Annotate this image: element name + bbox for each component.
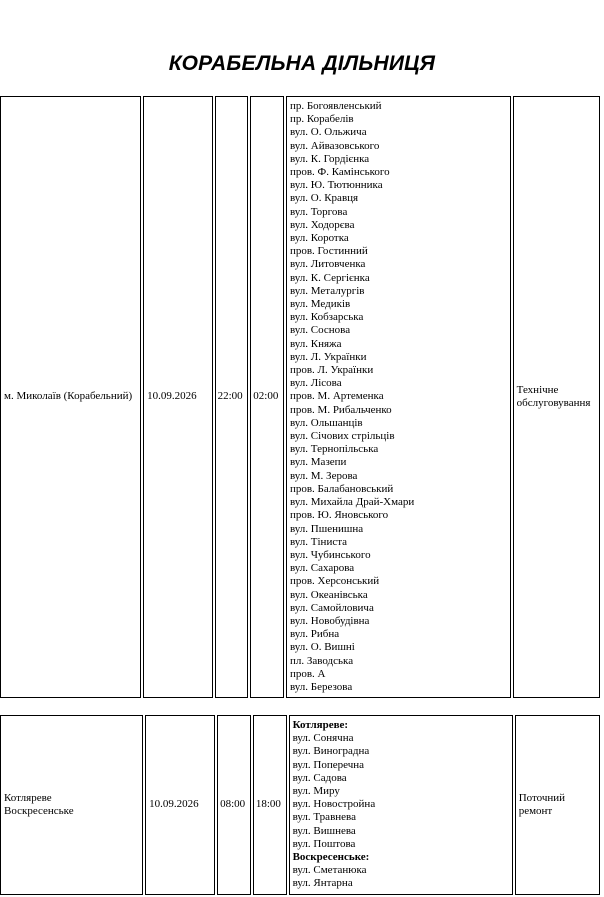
street-item: вул. Сахарова xyxy=(289,562,355,575)
street-item: вул. Тіниста xyxy=(289,535,348,548)
streets-cell xyxy=(286,96,511,698)
street-item: вул. Торгова xyxy=(289,205,348,218)
streets-list xyxy=(290,100,507,694)
street-item: вул. О. Ольжича xyxy=(289,126,367,139)
street-item: вул. Ю. Тютюнника xyxy=(289,179,383,192)
street-item: вул. Княжа xyxy=(289,337,342,350)
streets-list xyxy=(293,732,509,851)
street-item: пров. Л. Українки xyxy=(289,364,374,377)
street-item: пров. Гостинний xyxy=(289,245,368,258)
date-cell: 10.09.2026 xyxy=(143,96,213,698)
street-item: пров. Херсонський xyxy=(289,575,380,588)
street-item: пл. Заводська xyxy=(289,654,354,667)
start-time-cell: 22:00 xyxy=(215,96,249,698)
end-time-cell: 18:00 xyxy=(253,715,287,895)
street-item: пров. Ф. Камінського xyxy=(289,166,390,179)
street-item: вул. Металургів xyxy=(289,284,365,297)
street-item: вул. К. Сергієнка xyxy=(289,271,370,284)
street-item: вул. Янтарна xyxy=(292,877,353,890)
location-line: Воскресенське xyxy=(4,805,74,817)
street-item: пров. М. Рибальченко xyxy=(289,403,392,416)
street-item: вул. О. Кравця xyxy=(289,192,359,205)
street-item: вул. Новостройна xyxy=(292,798,376,811)
street-item: пр. Корабелів xyxy=(289,113,354,126)
street-item: вул. Поперечна xyxy=(292,758,365,771)
street-item: вул. Сметанюка xyxy=(292,864,367,877)
streets-cell xyxy=(289,715,513,895)
schedule-table-villages xyxy=(0,713,602,897)
street-item: вул. Лісова xyxy=(289,377,342,390)
street-item: пров. Балабановський xyxy=(289,482,394,495)
street-item: вул. Березова xyxy=(289,680,353,693)
street-item: вул. Коротка xyxy=(289,232,349,245)
street-item: вул. Миру xyxy=(292,785,340,798)
street-item: вул. Рибна xyxy=(289,628,340,641)
street-item: вул. Сонячна xyxy=(292,732,354,745)
table-row xyxy=(0,715,600,895)
street-item: вул. Поштова xyxy=(292,837,356,850)
street-item: вул. М. Зерова xyxy=(289,469,358,482)
street-item: пр. Богоявленський xyxy=(289,100,382,112)
street-item: вул. Вишнева xyxy=(292,824,356,837)
street-item: вул. О. Вишні xyxy=(289,641,355,654)
street-item: вул. Новобудівна xyxy=(289,614,370,627)
street-item: пров. А xyxy=(289,667,326,680)
street-item: вул. Пшенишна xyxy=(289,522,364,535)
location-line: Котляреве xyxy=(4,791,52,804)
settlement-heading: Воскресенське: xyxy=(292,851,370,864)
street-item: вул. Виноградна xyxy=(292,745,370,758)
page-title: КОРАБЕЛЬНА ДІЛЬНИЦЯ xyxy=(168,52,436,75)
start-time-cell: 08:00 xyxy=(217,715,251,895)
street-item: вул. Айвазовського xyxy=(289,139,380,152)
street-item: вул. Ольшанців xyxy=(289,416,363,429)
street-item: вул. Ходорєва xyxy=(289,218,355,231)
street-item: пров. Ю. Яновського xyxy=(289,509,389,522)
end-time-cell: 02:00 xyxy=(250,96,284,698)
street-item: пров. М. Артеменка xyxy=(289,390,384,403)
street-item: вул. Медиків xyxy=(289,298,351,311)
street-item: вул. Михайла Драй-Хмари xyxy=(289,496,415,509)
street-item: вул. Травнева xyxy=(292,811,356,824)
street-item: вул. Тернопільська xyxy=(289,443,379,456)
street-item: вул. Л. Українки xyxy=(289,350,367,363)
street-item: вул. Кобзарська xyxy=(289,311,364,324)
street-item: вул. Мазепи xyxy=(289,456,347,469)
street-item: вул. Січових стрільців xyxy=(289,430,395,443)
street-item: вул. Соснова xyxy=(289,324,351,337)
streets-list xyxy=(293,864,509,890)
location-cell xyxy=(0,715,143,895)
location-cell: м. Миколаїв (Корабельний) xyxy=(0,96,141,698)
settlement-heading: Котляреве: xyxy=(292,719,349,731)
street-item: вул. Литовченка xyxy=(289,258,366,271)
street-item: вул. К. Гордієнка xyxy=(289,152,370,165)
table-row xyxy=(0,96,600,698)
street-item: вул. Чубинського xyxy=(289,548,371,561)
street-item: вул. Океанівська xyxy=(289,588,368,601)
street-item: вул. Самойловича xyxy=(289,601,374,614)
street-item: вул. Садова xyxy=(292,771,347,784)
schedule-table-korabelnyi xyxy=(0,94,602,700)
work-type-cell: Технічне обслуговування xyxy=(513,96,600,698)
date-cell: 10.09.2026 xyxy=(145,715,215,895)
work-type-cell: Поточний ремонт xyxy=(515,715,600,895)
